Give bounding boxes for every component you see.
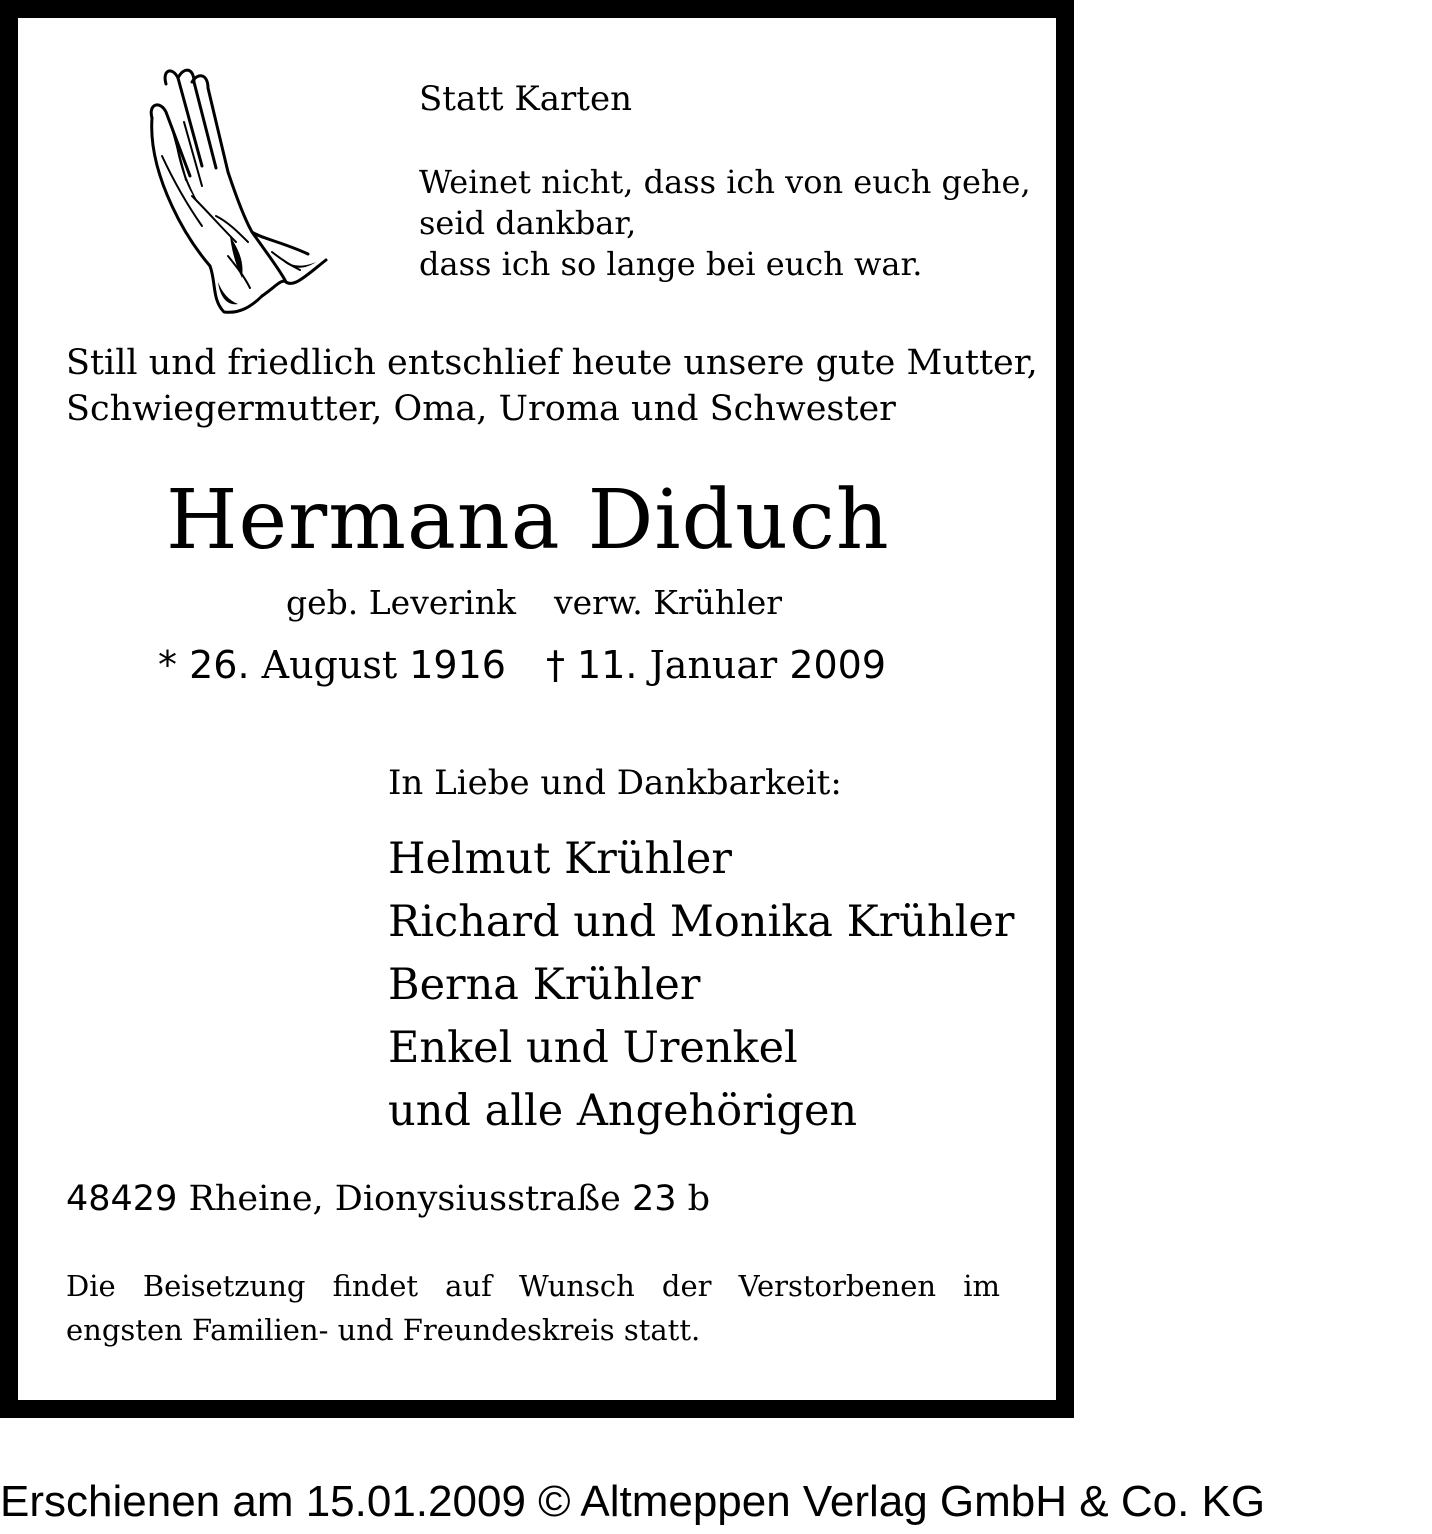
heading-statt-karten: Statt Karten: [419, 79, 632, 119]
death-day: 11.: [577, 643, 638, 687]
death-symbol: †: [545, 643, 565, 687]
birth-name: geb. Leverink: [286, 583, 516, 622]
publication-footer: Erschienen am 15.01.2009 © Altmeppen Verlag GmbH & Co. KG: [0, 1477, 1266, 1526]
intro-line: Still und friedlich entschlief heute unsere gute Mutter,: [66, 343, 1038, 383]
widowed-name: verw. Krühler: [553, 583, 783, 622]
verse: [419, 162, 1031, 285]
house-number: 23: [631, 1179, 677, 1219]
birth-symbol: *: [158, 643, 177, 687]
postal-code: 48429: [66, 1179, 178, 1219]
address: [66, 1179, 711, 1219]
death-year: 2009: [789, 643, 887, 687]
verse-line: seid dankbar,: [419, 204, 637, 242]
mourner: Richard und Monika Krühler: [388, 897, 1015, 947]
street: Rheine, Dionysiusstraße: [188, 1179, 621, 1219]
death-date: [546, 643, 886, 687]
house-number-suffix: b: [687, 1179, 711, 1219]
birth-day: 26.: [189, 643, 250, 687]
intro-line: Schwiegermutter, Oma, Uroma und Schwester: [66, 389, 896, 429]
maiden-names: [286, 583, 783, 622]
burial-note-line: engsten Familien- und Freundeskreis statt.: [66, 1313, 701, 1347]
birth-month: August: [261, 643, 398, 687]
burial-note: [66, 1264, 1000, 1352]
praying-hands-icon: [132, 56, 332, 318]
mourner: und alle Angehörigen: [388, 1086, 858, 1136]
mourners-list: [388, 828, 1014, 1143]
intro-text: [66, 340, 1038, 432]
thanks-heading: In Liebe und Dankbarkeit:: [388, 763, 842, 803]
mourner: Helmut Krühler: [388, 834, 732, 884]
birth-year: 1916: [409, 643, 506, 687]
burial-note-line: Die Beisetzung findet auf Wunsch der Verstorbenen im: [66, 1269, 1000, 1303]
obituary-notice: [18, 18, 1056, 1400]
verse-line: dass ich so lange bei euch war.: [419, 245, 923, 283]
mourner: Berna Krühler: [388, 960, 701, 1010]
verse-line: Weinet nicht, dass ich von euch gehe,: [419, 163, 1031, 201]
mourner: Enkel und Urenkel: [388, 1023, 798, 1073]
death-month: Januar: [649, 643, 778, 687]
life-dates: [158, 643, 887, 687]
deceased-name: Hermana Diduch: [166, 473, 890, 568]
birth-date: [158, 643, 506, 687]
